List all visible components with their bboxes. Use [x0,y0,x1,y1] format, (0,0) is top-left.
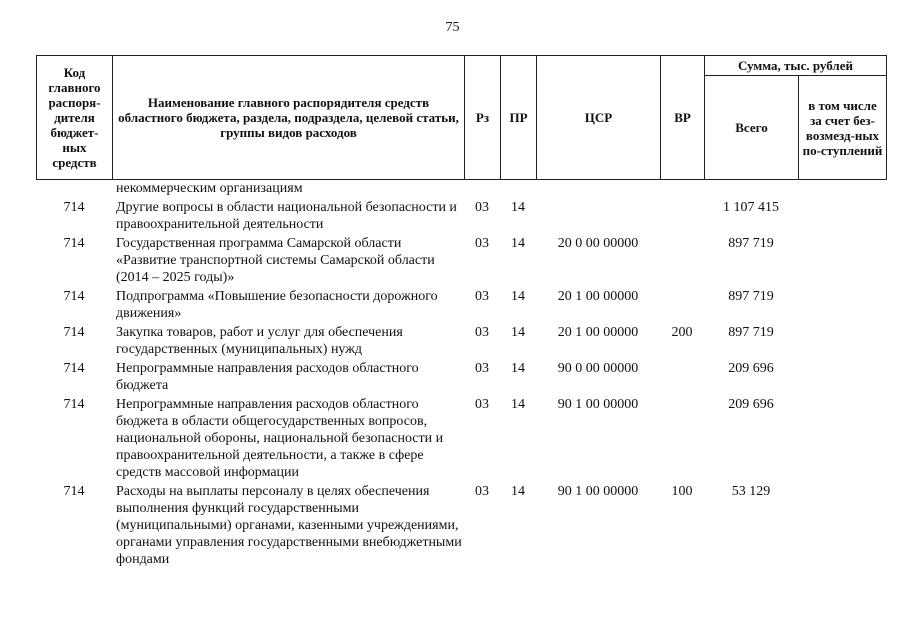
cell-vr: 200 [671,325,693,340]
cell-csr: 90 1 00 00000 [557,484,639,499]
cell-vr [660,180,704,199]
cell-csr: 20 1 00 00000 [557,325,639,340]
header-rz: Рз [465,56,501,180]
cell-pr: 14 [511,397,525,412]
cell-rz: 03 [475,484,489,499]
header-pr: ПР [501,56,537,180]
cell-incl [798,235,886,288]
header-sum: Сумма, тыс. рублей [705,56,887,76]
cell-vr [660,360,704,396]
cell-csr: 20 0 00 00000 [557,236,639,251]
header-code: Код главного распоря-дителя бюджет-ных средств [37,56,113,180]
cell-pr: 14 [511,325,525,340]
header-vr: ВР [661,56,705,180]
cell-code [36,180,112,199]
cell-vr: 100 [671,484,693,499]
cell-name: Непрограммные направления расходов областного бюджета в области общегосударственных вопросов, национальной обороны, национальной безопасности и правоохранительной деятельности, а также в сфере средств массовой информации [116,397,444,480]
cell-total [704,180,798,199]
header-total: Всего [705,76,799,180]
table-row [36,199,886,235]
data-table [36,180,886,570]
cell-rz: 03 [475,289,489,304]
cell-total: 209 696 [728,361,774,376]
cell-code: 714 [63,484,85,499]
cell-name: Расходы на выплаты персоналу в целях обеспечения выполнения функций государственными (муниципальными) органами, казенными учреждениями, органами управления государственными внебюджетными фондами [116,484,462,567]
cell-pr: 14 [511,361,525,376]
cell-csr [536,180,660,199]
cell-rz: 03 [475,325,489,340]
cell-pr: 14 [511,289,525,304]
cell-incl [798,360,886,396]
cell-rz [464,180,500,199]
cell-name: Непрограммные направления расходов областного бюджета [116,361,419,393]
cell-csr: 90 0 00 00000 [557,361,639,376]
cell-vr [660,288,704,324]
cell-code: 714 [63,397,85,412]
table-row [36,360,886,396]
cell-pr: 14 [511,236,525,251]
cell-vr [660,199,704,235]
cell-pr: 14 [511,484,525,499]
cell-incl [798,396,886,483]
cell-name: Закупка товаров, работ и услуг для обеспечения государственных (муниципальных) нужд [116,325,403,357]
cell-name: Государственная программа Самарской области «Развитие транспортной системы Самарской области (2014 – 2025 годы)» [116,236,435,285]
table-row [36,396,886,483]
cell-total: 897 719 [728,325,774,340]
cell-code: 714 [63,325,85,340]
cell-code: 714 [63,289,85,304]
cell-incl [798,288,886,324]
header-csr: ЦСР [537,56,661,180]
cell-vr [660,396,704,483]
table-row [36,288,886,324]
cell-incl [798,199,886,235]
cell-incl [798,180,886,199]
page-number: 75 [445,20,460,35]
table-row [36,235,886,288]
cell-rz: 03 [475,361,489,376]
header-incl: в том числе за счет без-возмезд-ных по-ступлений [799,76,887,180]
cell-vr [660,235,704,288]
cell-name: Другие вопросы в области национальной безопасности и правоохранительной деятельности [116,200,457,232]
table-row [36,324,886,360]
cell-total: 53 129 [731,484,771,499]
cell-pr [500,180,536,199]
cell-total: 897 719 [728,236,774,251]
cell-code: 714 [63,236,85,251]
cell-code: 714 [63,200,85,215]
cell-csr: 20 1 00 00000 [557,289,639,304]
table-row [36,483,886,570]
cell-incl [798,324,886,360]
header-name: Наименование главного распорядителя средств областного бюджета, раздела, подраздела, целевой статьи, группы видов расходов [113,56,465,180]
table-row [36,180,886,199]
cell-name: Подпрограмма «Повышение безопасности дорожного движения» [116,289,438,321]
cell-incl [798,483,886,570]
cell-total: 1 107 415 [723,200,779,215]
table-header [36,55,887,180]
cell-pr: 14 [511,200,525,215]
cell-code: 714 [63,361,85,376]
cell-rz: 03 [475,200,489,215]
cell-total: 209 696 [728,397,774,412]
cell-total: 897 719 [728,289,774,304]
cell-rz: 03 [475,236,489,251]
cell-csr: 90 1 00 00000 [557,397,639,412]
cell-rz: 03 [475,397,489,412]
cell-csr [536,199,660,235]
cell-name: некоммерческим организациям [116,181,303,196]
